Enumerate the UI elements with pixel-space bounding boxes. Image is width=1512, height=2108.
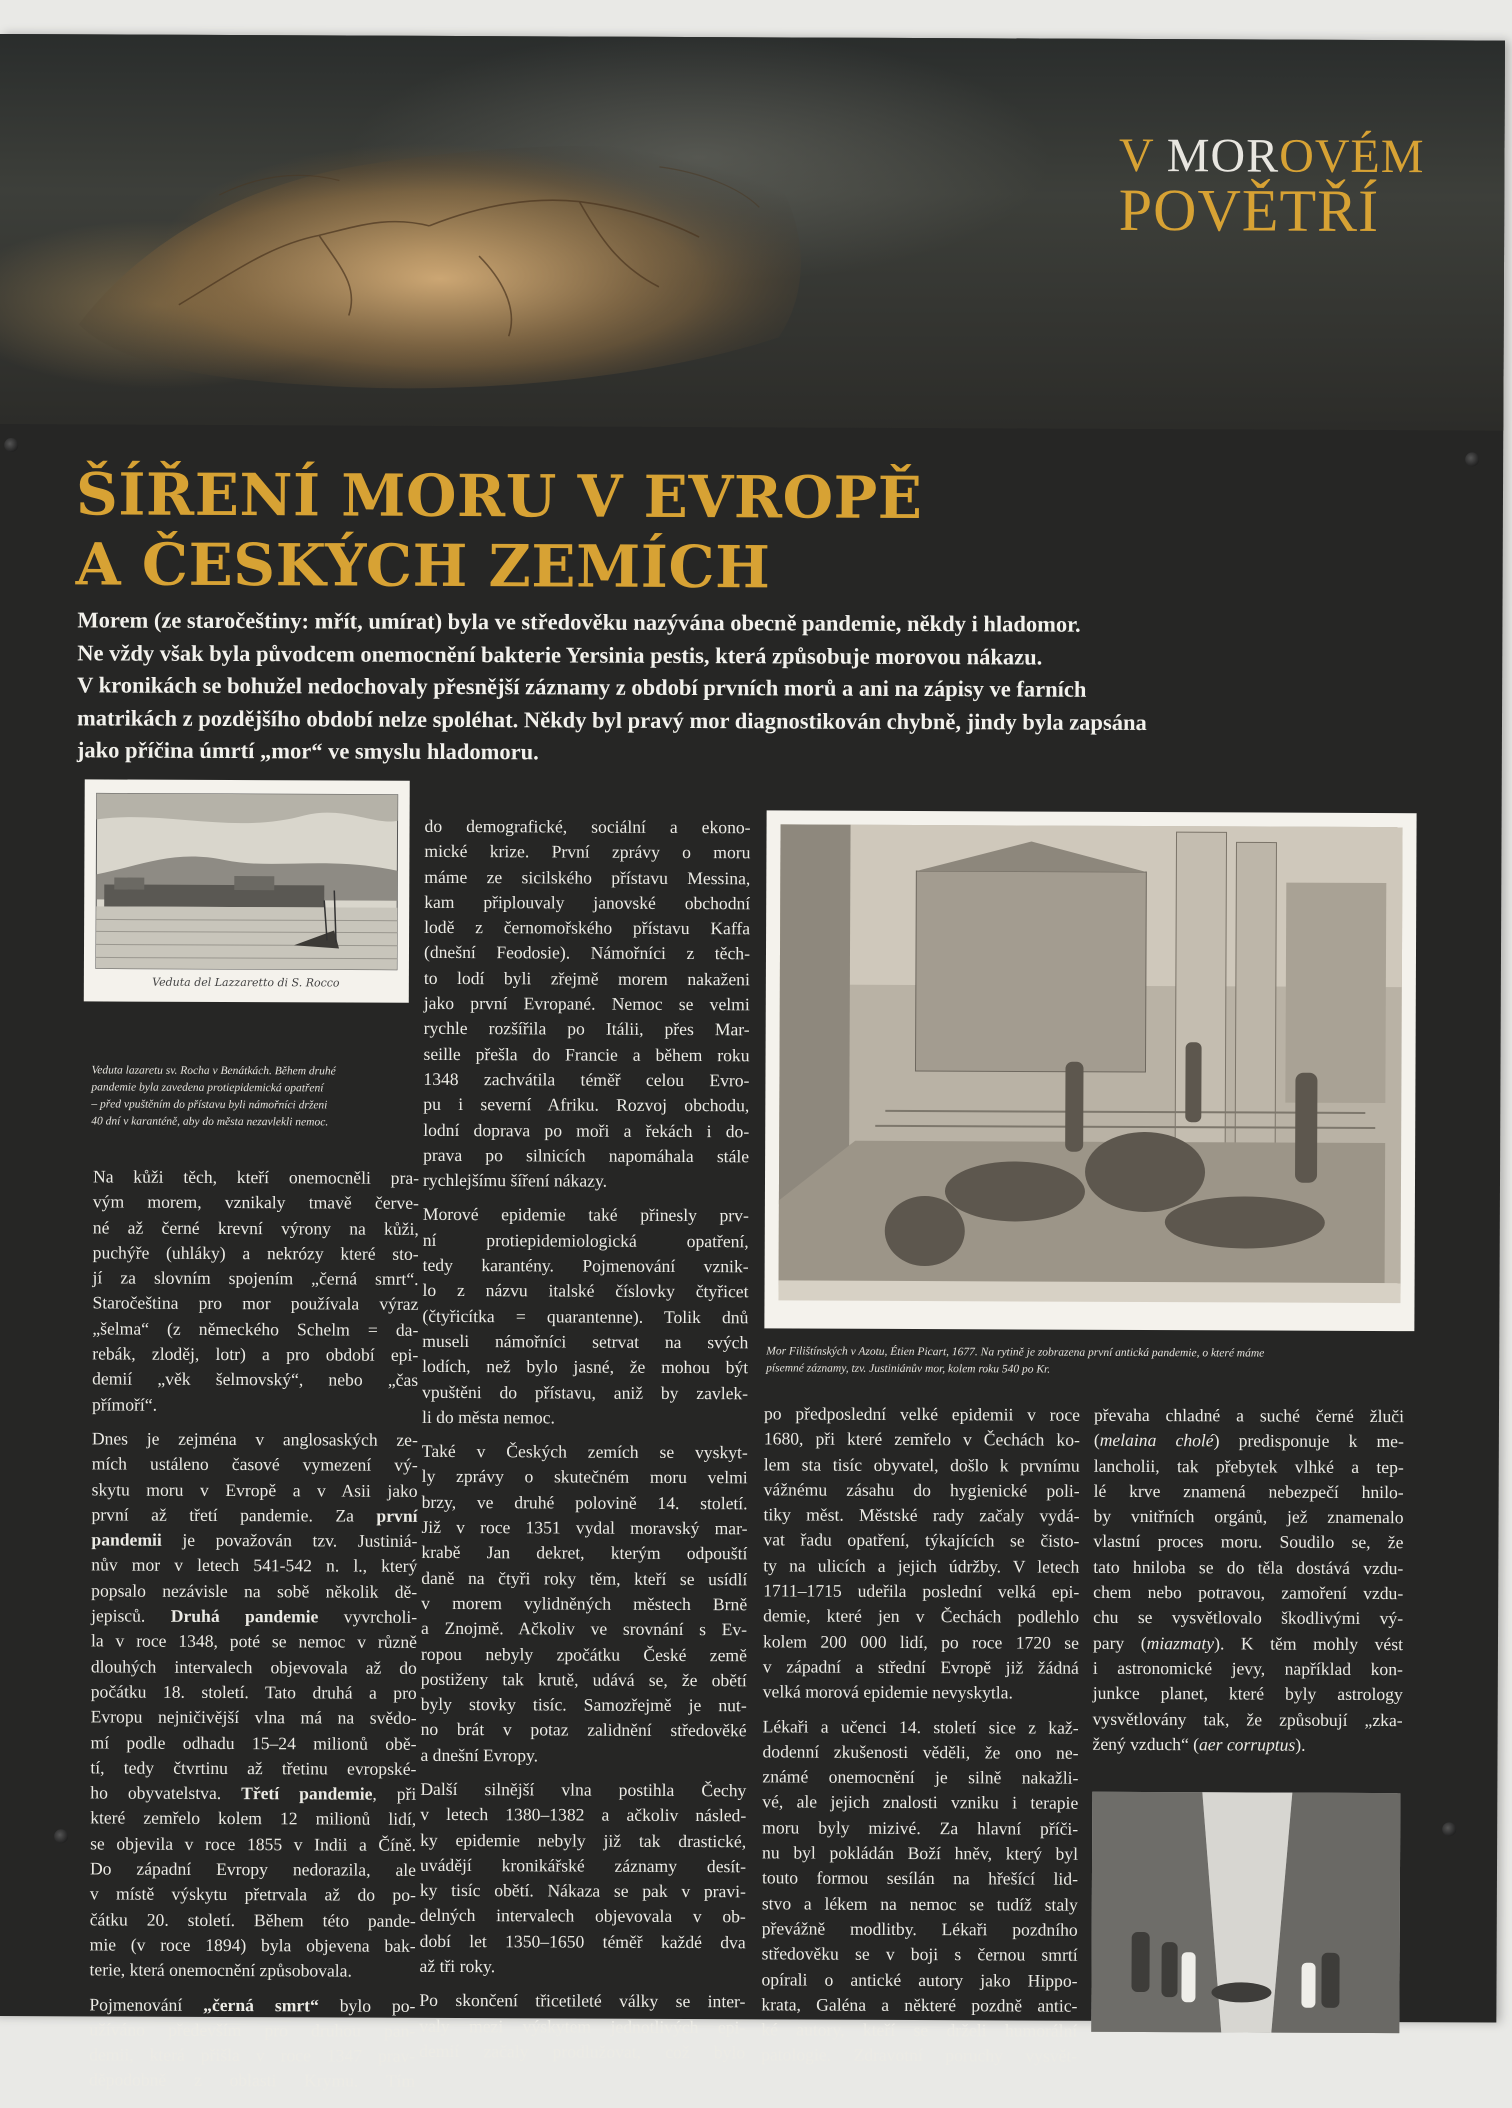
old-map-illustration — [58, 74, 839, 407]
paragraph-first-reports — [423, 814, 751, 1195]
ashdod-caption — [766, 1343, 1466, 1380]
text-line: velká morová epidemie nevyskytla. — [762, 1681, 1013, 1703]
text-line: (dnešní Feodosie). Námořníci z těch- — [423, 942, 751, 964]
mounting-screw — [1465, 452, 1479, 466]
text-line: ky tisíc obětí. Nákaza se pak v pravi- — [419, 1880, 746, 1902]
text-line: stvo a lékem na nemoc se tudíž staly — [761, 1892, 1078, 1915]
text-line: lo z názvu italské číslovky čtyřicet — [422, 1280, 749, 1302]
text-line: lé krve znamená nebezpečí hnilo- — [1093, 1480, 1404, 1503]
text-line: dodenní zkušenosti věděli, že ono ne- — [762, 1741, 1079, 1763]
text-line: lodě z černomořského přístavu Kaffa — [424, 917, 751, 939]
mounting-screw — [4, 438, 18, 452]
lazaret-caption — [91, 1062, 421, 1131]
text-line: patologie. Zdravotní poruchy vysvět- — [761, 2044, 1078, 2067]
intro-paragraph — [77, 604, 1368, 772]
paragraph-hygiene-policy — [763, 1401, 1080, 1706]
text-line: to lodí byli zřejmě morem nakaženi — [423, 967, 750, 990]
text-run: Pojmenování — [89, 1993, 204, 2015]
text-line: v letech 1380–1382 a ačkoliv násled- — [420, 1804, 747, 1826]
text-run: pary ( — [1092, 1632, 1147, 1653]
caption-line: pandemie byla zavedena protiepidemická opatření — [91, 1081, 324, 1095]
text-line: které zemřelo kolem 12 milionů lidí, — [90, 1807, 417, 1830]
engraving-inscription: Veduta del Lazzaretto di S. Rocco — [152, 975, 340, 990]
text-line: a Znojmě. Ačkoliv ve srovnání s Ev- — [421, 1618, 748, 1640]
text-line: li do města nemoc. — [421, 1406, 555, 1428]
caption-line: 40 dní v karanténě, aby do města nezavlekli nemoc. — [91, 1115, 329, 1129]
text-line: la v roce 1348, poté se nemoc v různě — [90, 1630, 418, 1653]
text-line: seille přešla do Francie a během roku — [423, 1043, 750, 1065]
text-line: mí podle odhadu 15–24 milionů obě- — [90, 1731, 417, 1754]
text-line: vat řadu opatření, týkajících se čisto- — [763, 1529, 1080, 1552]
text-line: jí za slovním spojením „černá smrt“. — [92, 1267, 419, 1290]
lazaret-engraving — [84, 779, 410, 1002]
text-line: (čtyřicítka = quarantenne). Tolik dnů — [422, 1305, 749, 1327]
text-line: prava po silnicích napomáhala stále — [423, 1144, 750, 1167]
text-line: užíváno především pro druhou pan- — [89, 2019, 416, 2041]
text-line: demií „věk šelmovský“, nebo „čas — [92, 1368, 419, 1391]
text-line: rychle rozšířila po Itálii, přes Mar- — [423, 1018, 750, 1040]
text-run: ( — [1093, 1430, 1100, 1451]
text-line: né až černé krevní výrony na kůži, — [92, 1217, 419, 1239]
caption-line: – před vpuštěním do přístavu byli námořníci drženi — [91, 1098, 328, 1112]
text-line: rychlejšímu šíření nákazy. — [422, 1170, 608, 1191]
text-line: demií začaly prodlužovat, což bylo — [419, 2040, 746, 2063]
text-line: kolem 200 000 lidí, po roce 1720 se — [762, 1631, 1080, 1653]
text-line: mích ustáleno časové vymezení vý- — [91, 1453, 418, 1476]
street-disinfection-photo — [1091, 1792, 1400, 2033]
intro-line: Morem (ze staročeštiny: mřít, umírat) byla ve středověku nazývána obecně pandemie, někdy i hladomor. — [77, 607, 1081, 637]
text-line: Lékaři a učenci 14. století sice z kaž- — [762, 1715, 1079, 1738]
logo-word-povetri: POVĚTŘÍ — [1118, 176, 1380, 245]
mounting-screw — [54, 1829, 68, 1843]
text-line: popsalo nezávisle na sobě několik dě- — [91, 1580, 418, 1602]
text-run: bylo po- — [318, 1994, 416, 2016]
text-line: demie, které jen v Čechách podlehlo — [763, 1605, 1080, 1628]
text-line: lodní doprava po moři a řekách i do- — [423, 1119, 750, 1141]
paragraph-humoral-pathology — [1092, 1403, 1404, 1759]
intro-line: Ne vždy však byla původcem onemocnění bakterie Yersinia pestis, která způsobuje morovou nákazu. — [77, 639, 1043, 670]
text-line: převaha chladné a suché černé žluči — [1093, 1404, 1405, 1427]
text-line: ky epidemie nebyly již tak drastické, — [420, 1829, 747, 1851]
text-line: a dnešní Evropy. — [420, 1744, 539, 1766]
text-line: ní protiepidemiologická opatření, — [422, 1229, 749, 1252]
text-line — [91, 1603, 417, 1630]
text-line: máme ze sicilského přístavu Messina, — [424, 866, 751, 888]
intro-line: V kronikách se bohužel nedochovaly přesnější záznamy z období prvních morů a ani na zápisy ve farních — [77, 672, 1087, 702]
text-line: převážně modlitby. Lékaři pozdního — [761, 1918, 1078, 1940]
text-run: je považován tzv. Justiniá- — [161, 1529, 418, 1551]
street-photo-art — [1091, 1792, 1400, 2033]
text-line: pu i severní Afriku. Rozvoj obchodu, — [423, 1094, 750, 1116]
caption-line: Mor Filištínských v Azotu, Étien Picart, 1677. Na rytině je zobrazena první antická pandemie, o které máme — [766, 1345, 1265, 1360]
page-title — [76, 459, 923, 603]
text-line: tato hniloba se do těla dostává vzdu- — [1093, 1556, 1404, 1578]
paragraph-three-pandemics — [89, 1426, 417, 1984]
text-run: ). — [1295, 1734, 1306, 1755]
paragraph-next-wave — [420, 1777, 747, 1981]
text-line: daně na čtyři roky těm, kteří se usídlí — [421, 1567, 748, 1589]
text-line: krata, Galéna a některé pozdně antic- — [761, 1994, 1078, 2016]
paragraph-thirty-years-war — [419, 1988, 745, 2065]
text-line: delných intervalech objevovala v ob- — [419, 1905, 746, 1927]
text-line: ké autory, kteří se drželi humorální — [761, 2019, 1078, 2041]
text-line: po předposlední velké epidemii v roce — [763, 1403, 1081, 1425]
header-banner — [0, 34, 1505, 431]
text-line — [1093, 1630, 1403, 1657]
text-run: ) predisponuje k me- — [1213, 1430, 1404, 1452]
text-line: Po skončení třicetileté války se inter- — [419, 1990, 746, 2012]
text-line: v morem vylidněných městech Brně — [421, 1592, 748, 1615]
text-line — [1092, 1732, 1402, 1759]
text-line: ropou nebyly zpočátku České země — [420, 1643, 747, 1665]
text-line: tiky měst. Městské rady začaly vydá- — [763, 1504, 1080, 1526]
text-line: postiženy tak krutě, udává se, že obětí — [420, 1668, 747, 1691]
text-line: Staročeština pro mor používala výraz — [92, 1292, 419, 1315]
text-line: nův mor v letech 541-542 n. l., který — [91, 1554, 418, 1577]
text-line: touto formou sesílán na hřešící lid- — [761, 1867, 1079, 1890]
text-run: vyvrcholi- — [318, 1606, 418, 1627]
text-line: čátku 20. století. Během této pande- — [89, 1909, 416, 1931]
text-line: mické krize. První zprávy o moru — [424, 841, 751, 863]
text-line: se objevila v roce 1855 v Indii a Číně. — [90, 1833, 417, 1855]
text-line: moru byly mizivé. Za hlavní příči- — [762, 1817, 1079, 1839]
text-run: ho obyvatelstva. — [90, 1782, 242, 1804]
caption-line: Veduta lazaretu sv. Rocha v Benátkách. Během druhé — [91, 1064, 336, 1078]
text-line: lancholii, tak přebytek vlhké a tep- — [1093, 1455, 1404, 1477]
text-line: Dnes je zejména v anglosaských ze- — [91, 1428, 418, 1450]
text-line: tí, tedy čtvrtinu až třetinu evropské- — [90, 1757, 417, 1779]
logo-word-ovem: OVÉM — [1279, 129, 1425, 184]
paragraph-quarantine — [422, 1202, 749, 1431]
text-line: známé onemocnění je silně nakažli- — [762, 1766, 1079, 1788]
text-line: terie, která onemocnění způsobovala. — [89, 1959, 352, 1981]
paragraph-black-death — [89, 1992, 415, 2095]
text-line: středověku se v boji s černou smrtí — [761, 1943, 1078, 1965]
text-line: museli námořníci setrvat na svých — [422, 1330, 749, 1353]
logo-word-mor: MOR — [1166, 129, 1280, 183]
exhibition-panel — [0, 34, 1505, 2092]
text-column-2 — [419, 814, 750, 2075]
text-line: junkce planet, které byly astrology — [1092, 1683, 1403, 1705]
text-line: lodích, než bylo jasné, že mohou být — [422, 1356, 749, 1378]
text-line: v místě výskytu přetrvala až do po- — [89, 1883, 416, 1906]
italic-term: aer corruptus — [1198, 1734, 1296, 1755]
paragraph-medieval-medicine — [761, 1714, 1079, 2070]
text-line — [89, 1992, 415, 2019]
text-line: dlouhých intervalech objevovala až do — [90, 1656, 417, 1678]
text-line: děpodobně z oblasti Krymu. Tím — [89, 2069, 416, 2092]
paragraph-czech-lands — [420, 1439, 747, 1769]
bold-term: Druhá pandemie — [170, 1605, 319, 1627]
text-column-1 — [89, 1164, 419, 2103]
text-run: první až třetí pandemie. Za — [91, 1504, 377, 1526]
text-line — [91, 1502, 417, 1529]
text-line — [1094, 1428, 1404, 1455]
text-line: byly stovky tisíc. Samozřejmě je nut- — [420, 1693, 747, 1716]
bold-term: „černá smrt“ — [203, 1994, 319, 2015]
text-line: valy mezi výskytem jednotlivých epi- — [419, 2015, 746, 2037]
text-run: , při — [372, 1783, 417, 1804]
text-line: vpuštěni do přístavu, aniž by zavlek- — [422, 1381, 749, 1403]
text-line: vlastní proces moru. Soudilo se, že — [1093, 1531, 1404, 1553]
text-line: vážnému zásahu do hygienické poli- — [763, 1479, 1080, 1501]
italic-term: melaina cholé — [1099, 1430, 1214, 1451]
text-line: Na kůži těch, kteří onemocněli pra- — [92, 1166, 420, 1188]
text-line: Evropu nejničivější vlna má na svědo- — [90, 1706, 417, 1729]
text-line: skytu moru v Evropě a v Asii jako — [91, 1478, 418, 1501]
italic-term: miazmaty — [1146, 1632, 1215, 1653]
plague-of-ashdod-art — [764, 810, 1416, 1331]
text-run: žený vzduch“ ( — [1092, 1733, 1200, 1755]
text-column-4 — [1092, 1403, 1404, 1768]
text-line: krabě Jan dekret, kterým odpouští — [421, 1542, 748, 1564]
text-run: jepisců. — [91, 1605, 171, 1626]
text-line: počátku 18. století. Tato druhá a pro — [90, 1681, 417, 1703]
text-column-3 — [761, 1401, 1080, 2078]
text-line: Morové epidemie také přinesly prv- — [422, 1204, 749, 1226]
intro-line: jako příčina úmrtí „mor“ ve smyslu hladomoru. — [76, 737, 539, 765]
title-line: A ČESKÝCH ZEMÍCH — [75, 530, 771, 602]
text-line: Také v Českých zemích se vyskyt- — [421, 1440, 748, 1463]
text-line: „šelma“ (z německého Schelm = da- — [92, 1318, 419, 1340]
bold-term: pandemii — [91, 1529, 162, 1550]
text-line: by vnitřních orgánů, jež znamenalo — [1093, 1505, 1404, 1528]
text-line: Další silnější vlna postihla Čechy — [420, 1778, 747, 1801]
text-line: lem sta tisíc obyvatel, došlo k prvnímu — [763, 1453, 1080, 1476]
text-line: uvádějí kronikářské záznamy desít- — [419, 1854, 747, 1877]
text-line: ly zprávy o skutečném moru velmi — [421, 1466, 748, 1488]
text-line: v západní a střední Evropě již žádná — [762, 1656, 1079, 1678]
text-line: tedy karantény. Pojmenování vznik- — [422, 1254, 749, 1277]
caption-line: písemné záznamy, tzv. Justiniánův mor, kolem roku 540 po Kr. — [766, 1362, 1051, 1376]
text-line: puchýře (uhláky) a nekrózy které sto- — [92, 1242, 419, 1264]
text-line: ty na ulicích a jejich údržby. V letech — [763, 1555, 1080, 1577]
text-line: opírali o antické autory jako Hippo- — [761, 1968, 1078, 1991]
text-line: demii, která přišla v roce 1347 prav- — [89, 2044, 416, 2066]
text-line: brzy, ve druhé polovině 14. století. — [421, 1491, 748, 1513]
text-line: až tři roky. — [419, 1955, 496, 1977]
text-line — [91, 1528, 417, 1555]
text-line: do demografické, sociální a ekono- — [424, 815, 751, 838]
text-line: i astronomické jevy, například kon- — [1092, 1657, 1403, 1680]
bold-term: první — [376, 1505, 418, 1526]
plague-of-ashdod-engraving — [764, 810, 1416, 1331]
text-line: vým morem, vznikaly tmavě červe- — [92, 1191, 419, 1214]
text-line: Do západní Evropy nedorazila, ale — [89, 1858, 417, 1880]
intro-line: matrikách z pozdějšího období nelze spoléhat. Někdy byl pravý mor diagnostikován chybně, jindy byla zapsána — [76, 704, 1147, 735]
text-line: Již v roce 1351 vydal moravský mar- — [421, 1516, 748, 1539]
text-line: kam připlouvaly janovské obchodní — [424, 891, 751, 914]
text-line: chem nebo potravou, zamoření vzdu- — [1093, 1581, 1404, 1604]
text-line: vé, ale jejich znalosti vzniku i terapie — [762, 1791, 1079, 1814]
text-line: rebák, zloděj, lotr) a pro období epi- — [92, 1343, 419, 1365]
text-line: dobí let 1350–1650 téměř každé dva — [419, 1930, 746, 1953]
text-line: nu byl pokládán Boží hněv, který byl — [762, 1842, 1079, 1864]
text-line: vysvětlovány tak, že způsobují „zka- — [1092, 1708, 1403, 1730]
bold-term: Třetí pandemie — [241, 1783, 373, 1804]
text-line — [90, 1781, 416, 1808]
text-line: mie (v roce 1894) byla objevena bak- — [89, 1934, 416, 1956]
logo-word-v: V — [1118, 128, 1167, 183]
text-line: přímoří“. — [91, 1394, 158, 1415]
text-line: 1348 zachvátila téměř celou Evro- — [423, 1068, 750, 1091]
text-line: 1711–1715 udeřila poslední velká epi- — [763, 1580, 1080, 1602]
paragraph-skin-symptoms — [92, 1164, 419, 1418]
mounting-screw — [1442, 1822, 1456, 1836]
title-line: ŠÍŘENÍ MORU V EVROPĚ — [75, 460, 923, 533]
exhibition-logo — [1118, 128, 1425, 245]
text-line: 1680, při které zemřelo v Čechách ko- — [763, 1428, 1080, 1451]
text-line: no brát v potaz zalidnění středověké — [420, 1719, 747, 1741]
text-run: ). K těm mohly vést — [1214, 1632, 1404, 1654]
lazaret-engraving-art — [84, 779, 410, 1002]
text-line: chu se vysvětlovalo škodlivými vý- — [1093, 1607, 1404, 1629]
text-line: jako první Evropané. Nemoc se velmi — [423, 992, 750, 1015]
